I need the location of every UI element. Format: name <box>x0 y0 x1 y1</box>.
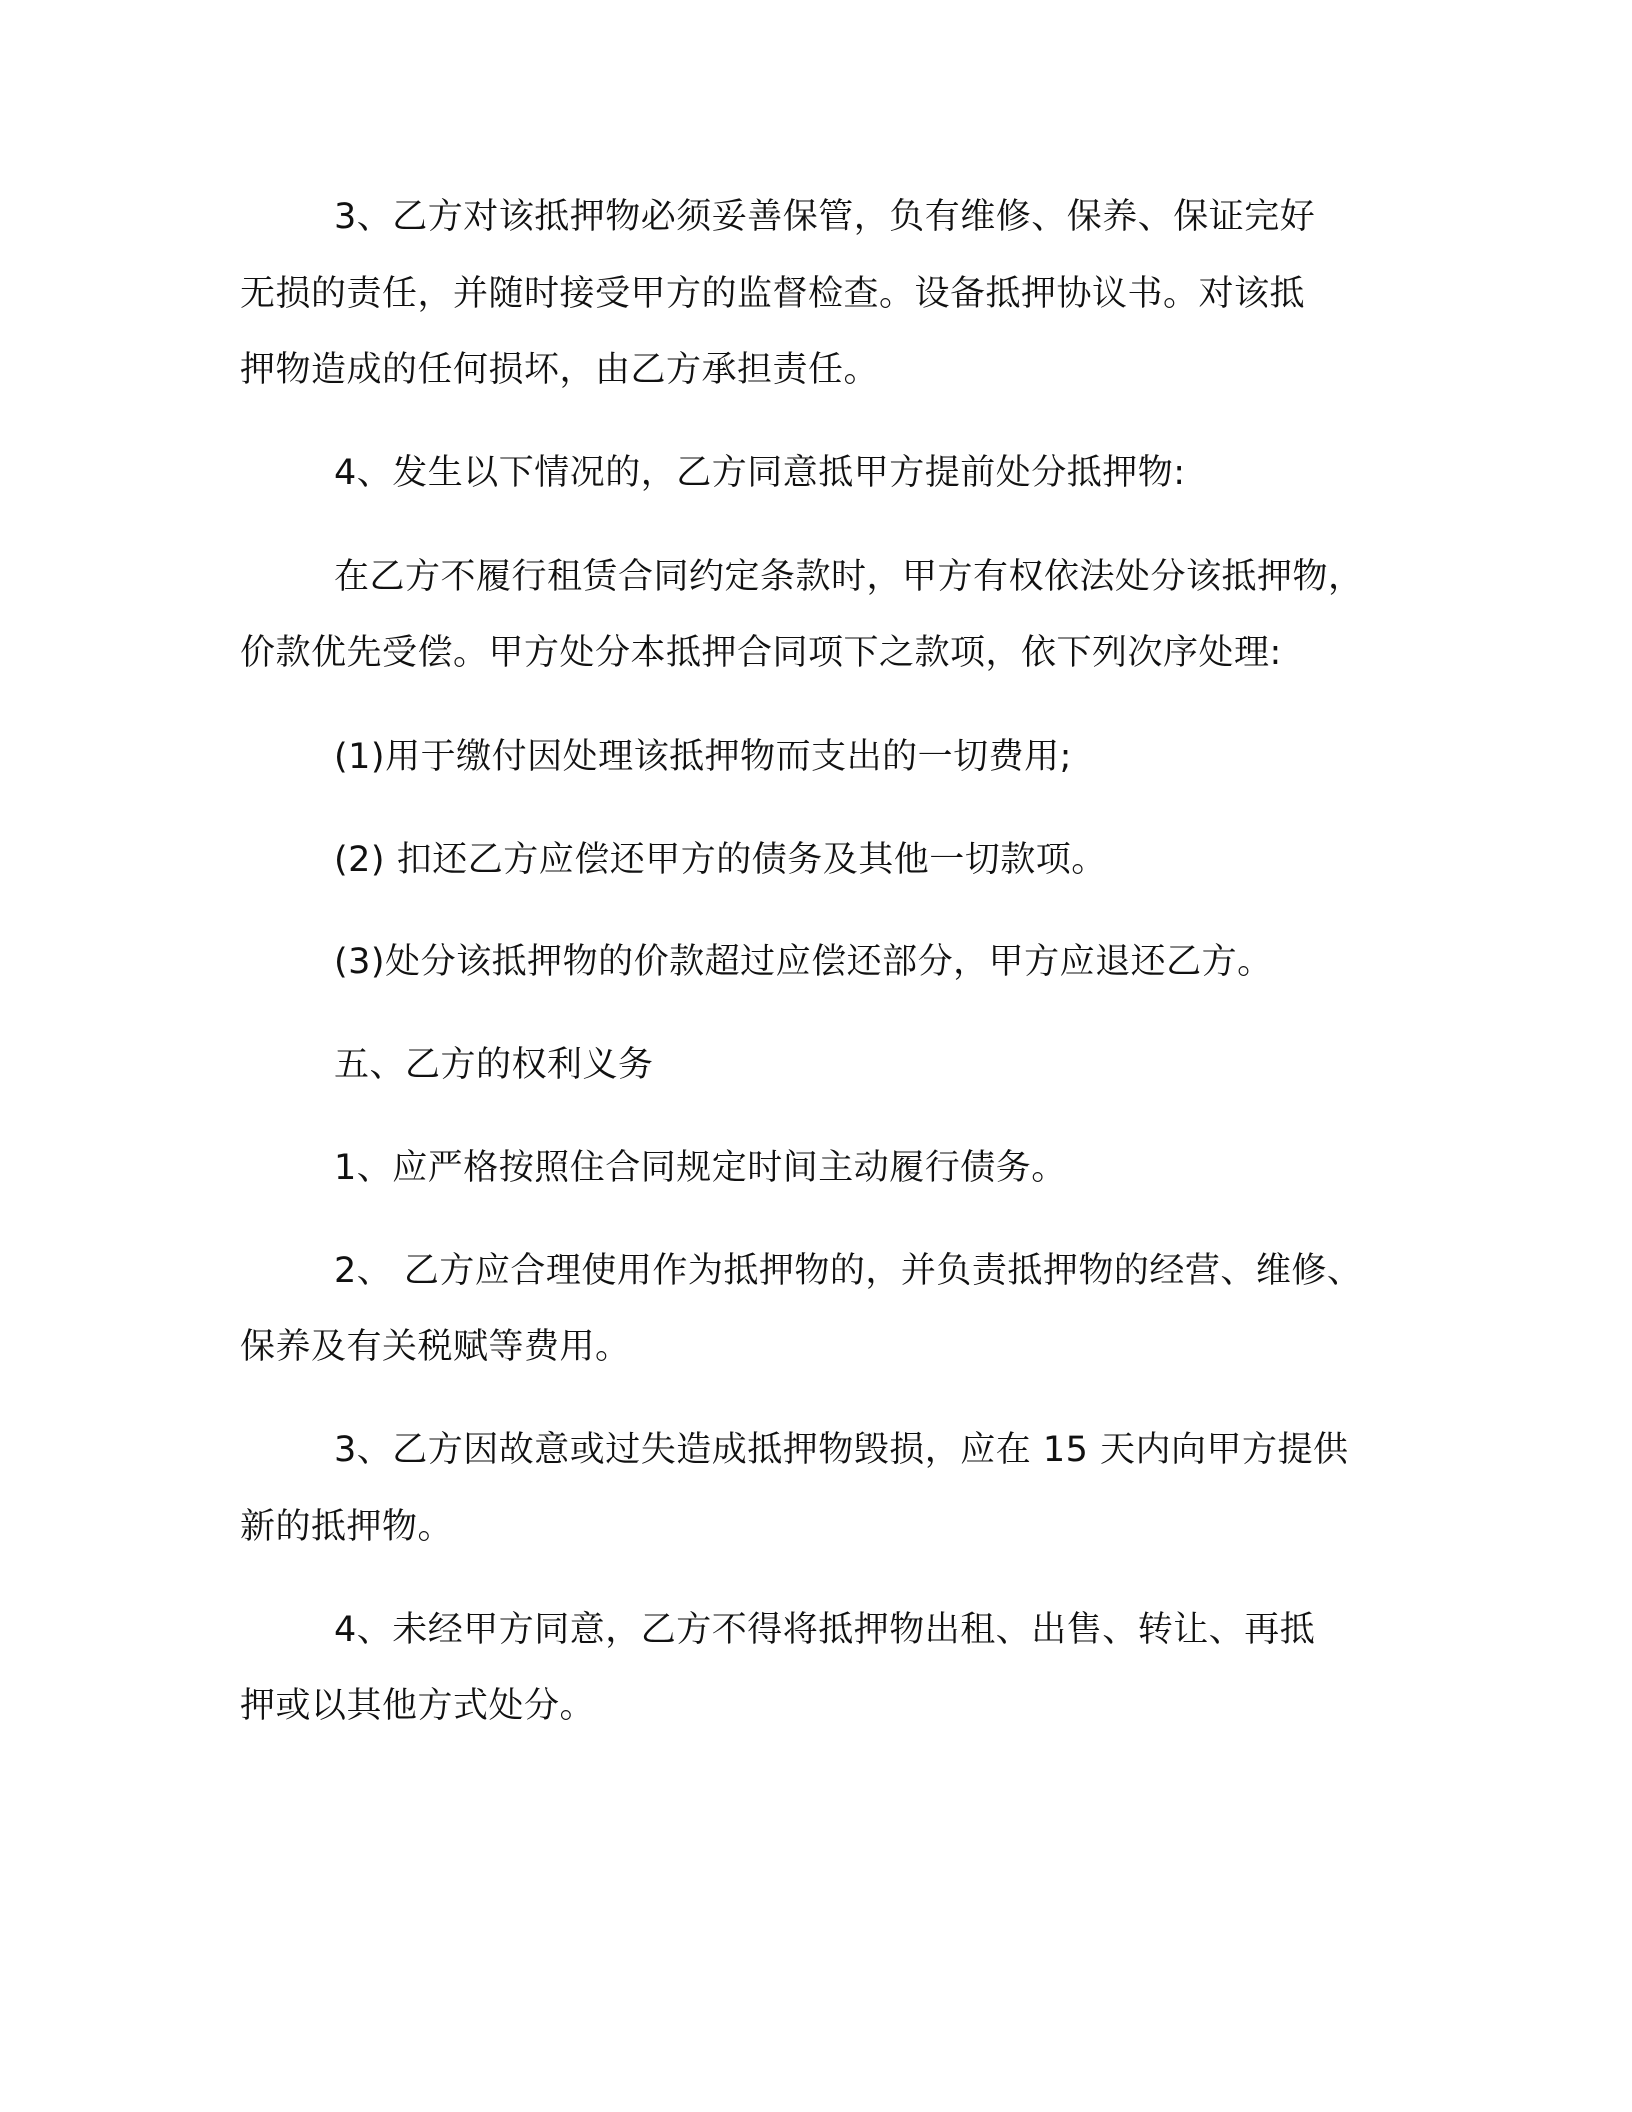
clause-3-line-2: 无损的责任，并随时接受甲方的监督检查。设备抵押协议书。对该抵 <box>240 274 1306 314</box>
disposal-item-2: (2) 扣还乙方应偿还甲方的债务及其他一切款项。 <box>334 840 1107 880</box>
disposal-item-1: (1)用于缴付因处理该抵押物而支出的一切费用; <box>334 737 1072 777</box>
section-5-heading: 五、乙方的权利义务 <box>334 1045 654 1085</box>
section-5-clause-4-line-1: 4、未经甲方同意，乙方不得将抵押物出租、出售、转让、再抵 <box>334 1610 1316 1650</box>
disposal-paragraph-line-1: 在乙方不履行租赁合同约定条款时，甲方有权依法处分该抵押物， <box>334 557 1364 597</box>
disposal-paragraph-line-2: 价款优先受偿。甲方处分本抵押合同项下之款项，依下列次序处理: <box>240 633 1282 673</box>
clause-3-line-1: 3、乙方对该抵押物必须妥善保管，负有维修、保养、保证完好 <box>334 197 1316 237</box>
section-5-clause-1: 1、应严格按照住合同规定时间主动履行债务。 <box>334 1148 1067 1188</box>
section-5-clause-3-line-2: 新的抵押物。 <box>240 1507 454 1547</box>
clause-3-line-3: 押物造成的任何损坏，由乙方承担责任。 <box>240 350 880 390</box>
section-5-clause-2-line-2: 保养及有关税赋等费用。 <box>240 1327 631 1367</box>
section-5-clause-4-line-2: 押或以其他方式处分。 <box>240 1686 596 1726</box>
section-5-clause-3-line-1: 3、乙方因故意或过失造成抵押物毁损，应在 15 天内向甲方提供 <box>334 1430 1349 1470</box>
section-5-clause-2-line-1: 2、 乙方应合理使用作为抵押物的，并负责抵押物的经营、维修、 <box>334 1251 1363 1291</box>
disposal-item-3: (3)处分该抵押物的价款超过应偿还部分，甲方应退还乙方。 <box>334 942 1273 982</box>
clause-4-heading: 4、发生以下情况的，乙方同意抵甲方提前处分抵押物: <box>334 453 1186 493</box>
